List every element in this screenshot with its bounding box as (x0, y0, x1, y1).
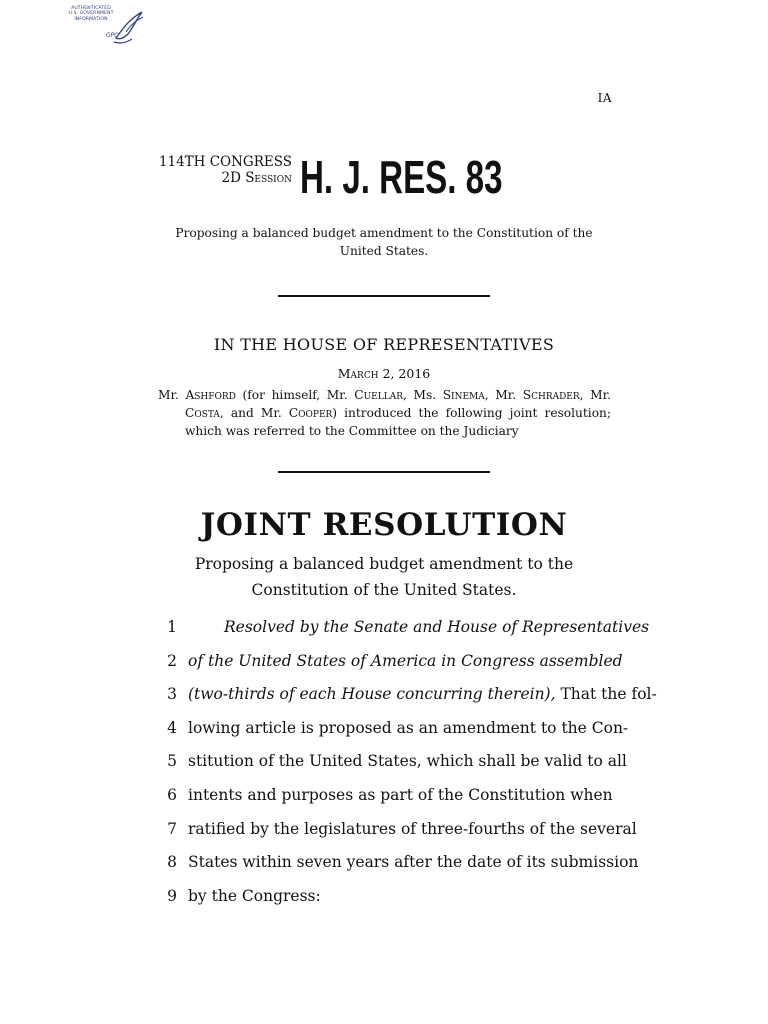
numbered-line (150, 748, 627, 782)
line-text (188, 614, 650, 640)
action-text: , and Mr. (219, 406, 289, 420)
line-content: intents and purposes as part of the Constitution when (188, 785, 613, 804)
action-text: Mr. (158, 388, 186, 402)
line-content: States within seven years after the date of its submission (188, 853, 639, 872)
numbered-line (150, 715, 629, 749)
gpo-authentication-seal (62, 6, 146, 48)
numbered-line (150, 849, 639, 883)
cosponsor-name: Sinema (442, 388, 485, 402)
numbered-line (150, 648, 623, 682)
cosponsor-name: Cuellar (354, 388, 403, 402)
line-text (188, 816, 637, 842)
line-number: 8 (167, 853, 177, 872)
line-text (188, 648, 623, 674)
line-number: 7 (167, 819, 177, 838)
line-number: 6 (167, 785, 177, 804)
eagle-icon (112, 8, 146, 46)
numbered-line (150, 816, 637, 850)
enacting-clause: Resolved by the Senate and House of Representatives (224, 618, 650, 636)
line-number: 3 (167, 685, 177, 704)
line-content: That the fol- (555, 685, 657, 704)
action-text: , Mr. (484, 388, 523, 402)
calendar-code: IA (597, 91, 612, 105)
document-type-heading: JOINT RESOLUTION (200, 507, 568, 543)
divider-rule (278, 295, 490, 297)
cosponsor-name: Schrader (522, 388, 580, 402)
action-text: (for himself, Mr. (235, 388, 355, 402)
sponsor-name: Ashford (185, 388, 236, 402)
numbered-line (150, 883, 618, 917)
line-number: 5 (167, 752, 177, 771)
divider-rule (278, 471, 490, 473)
numbered-line (150, 681, 657, 715)
line-content: by the Congress: (188, 886, 321, 905)
line-text (188, 849, 639, 875)
action-date: March 2, 2016 (337, 366, 431, 381)
enacting-clause: of the United States of America in Congress assembled (188, 651, 623, 670)
chamber-heading: IN THE HOUSE OF REPRESENTATIVES (213, 335, 555, 354)
action-text: ) introduced the following joint resolution; which was referred to the Committee on the Judiciary (185, 406, 611, 438)
short-title: Proposing a balanced budget amendment to the Constitution of the United States. (175, 226, 593, 258)
official-title: Proposing a balanced budget amendment to the Constitution of the United States. (194, 555, 574, 599)
line-content: ratified by the legislatures of three-fourths of the several (188, 819, 637, 838)
line-text (188, 883, 610, 909)
action-paragraph (158, 386, 612, 440)
resolution-body (150, 614, 657, 916)
line-number: 4 (167, 718, 177, 737)
action-text: , Ms. (402, 388, 443, 402)
action-text: , Mr. (579, 388, 612, 402)
numbered-line (150, 782, 618, 816)
line-text (188, 782, 613, 808)
line-number: 1 (167, 618, 177, 636)
seal-gpo-label: GPO (106, 32, 119, 39)
seal-line: INFORMATION (74, 16, 108, 22)
enacting-clause: (two-thirds of each House concurring therein), (188, 685, 556, 704)
line-content: lowing article is proposed as an amendment to the Con- (188, 718, 629, 737)
seal-line: AUTHENTICATED (71, 6, 111, 11)
line-text (188, 748, 627, 774)
seal-line: U.S. GOVERNMENT (68, 11, 114, 17)
line-text (188, 681, 657, 707)
congress-session-block (152, 154, 292, 186)
bill-number: H. J. RES. 83 (300, 151, 503, 203)
numbered-line (150, 614, 650, 648)
line-content: stitution of the United States, which shall be valid to all (188, 752, 627, 771)
cosponsor-name: Costa (185, 406, 220, 420)
line-text (188, 715, 629, 741)
line-number: 2 (167, 651, 177, 670)
cosponsor-name: Cooper (288, 406, 333, 420)
congress-number: 114TH CONGRESS (158, 154, 292, 170)
session-number: 2D Session (221, 170, 292, 186)
line-number: 9 (167, 886, 177, 905)
